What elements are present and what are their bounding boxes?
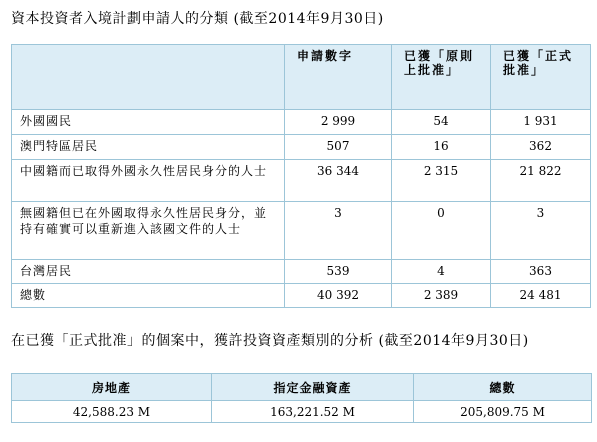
header-total: 總數: [414, 374, 592, 401]
cell-value: 24 481: [491, 284, 591, 308]
header-real-estate: 房地產: [12, 374, 212, 401]
asset-analysis-table: [11, 373, 592, 423]
row-label-foreign-nationals: 外國國民: [12, 110, 285, 135]
cell-value: 2 389: [392, 284, 491, 308]
cell-real-estate-value: 42,588.23 M: [12, 401, 212, 423]
row-label-stateless: 無國籍但已在外國取得永久性居民身分，並持有確實可以重新進入該國文件的人士: [12, 202, 285, 260]
row-label-total: 總數: [12, 284, 285, 308]
applicants-table: [11, 44, 591, 308]
cell-value: 40 392: [285, 284, 392, 308]
row-label-macao-residents: 澳門特區居民: [12, 135, 285, 160]
cell-value: 21 822: [491, 160, 591, 202]
table-row: [12, 260, 591, 284]
cell-value: 16: [392, 135, 491, 160]
cell-value: 1 931: [491, 110, 591, 135]
cell-value: 362: [491, 135, 591, 160]
table-row: [12, 202, 591, 260]
cell-value: 363: [491, 260, 591, 284]
cell-value: 3: [285, 202, 392, 260]
cell-value: 0: [392, 202, 491, 260]
cell-value: 539: [285, 260, 392, 284]
row-label-chinese-nationals: 中國籍而已取得外國永久性居民身分的人士: [12, 160, 285, 202]
cell-value: 4: [392, 260, 491, 284]
table-header-row: [12, 45, 591, 110]
header-blank-cell: [12, 45, 285, 110]
cell-value: 2 315: [392, 160, 491, 202]
cell-value: 3: [491, 202, 591, 260]
header-formal-approval: 已獲「正式批准」: [491, 45, 591, 110]
header-applications: 申請數字: [285, 45, 392, 110]
cell-financial-assets-value: 163,221.52 M: [212, 401, 414, 423]
cell-total-value: 205,809.75 M: [414, 401, 592, 423]
table-row: [12, 135, 591, 160]
applicants-classification-title: 資本投資者入境計劃申請人的分類 (截至2014年9月30日): [11, 11, 384, 27]
cell-value: 507: [285, 135, 392, 160]
table-row: [12, 110, 591, 135]
table-row-total: [12, 284, 591, 308]
header-approval-in-principle: 已獲「原則上批准」: [392, 45, 491, 110]
cell-value: 2 999: [285, 110, 392, 135]
header-financial-assets: 指定金融資產: [212, 374, 414, 401]
table-row: [12, 401, 592, 423]
table-row: [12, 160, 591, 202]
row-label-taiwan-residents: 台灣居民: [12, 260, 285, 284]
cell-value: 54: [392, 110, 491, 135]
asset-analysis-title: 在已獲「正式批准」的個案中，獲許投資資產類別的分析 (截至2014年9月30日): [11, 333, 529, 349]
table-header-row: [12, 374, 592, 401]
cell-value: 36 344: [285, 160, 392, 202]
